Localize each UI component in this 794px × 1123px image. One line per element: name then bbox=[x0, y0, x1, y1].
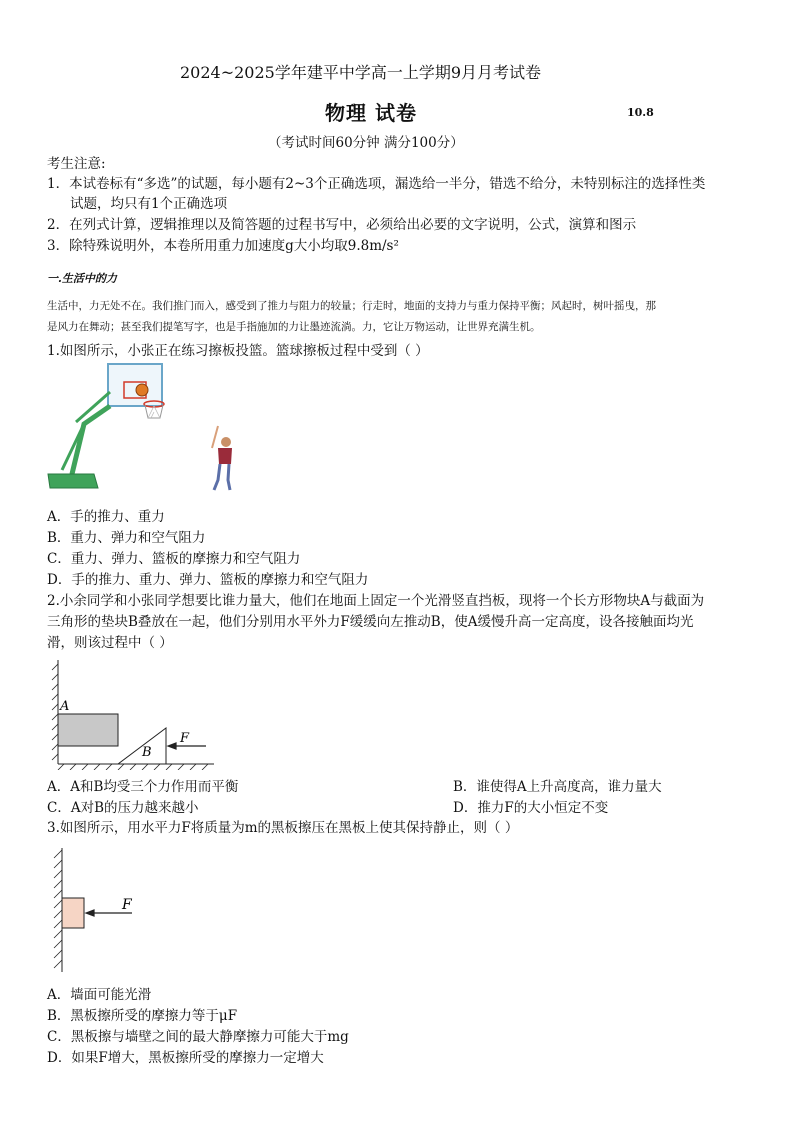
backboard-icon bbox=[108, 364, 162, 406]
label-f: F bbox=[122, 897, 132, 913]
notice-item-3: 3．除特殊说明外，本卷所用重力加速度g大小均取9.8m/s² bbox=[47, 238, 399, 254]
question-1-stem: 1.如图所示，小张正在练习擦板投篮。篮球擦板过程中受到（ ） bbox=[47, 343, 429, 359]
question-3-stem: 3.如图所示，用水平力F将质量为m的黑板擦压在黑板上使其保持静止，则（ ） bbox=[47, 820, 519, 836]
question-2-stem-line-2: 三角形的垫块B叠放在一起，他们分别用水平外力F缓缓向左推动B，使A缓慢升高一定高度，设各接触面均光 bbox=[47, 614, 694, 630]
exam-title: 2024~2025学年建平中学高一上学期9月月考试卷 bbox=[180, 63, 542, 82]
notice-item-2: 2．在列式计算，逻辑推理以及简答题的过程书写中，必须给出必要的文字说明，公式，演算和图示 bbox=[47, 217, 637, 233]
section-intro-line-1: 生活中，力无处不在。我们推门而入，感受到了推力与阻力的较量；行走时，地面的支持力与重力保持平衡；风起时，树叶摇曳，那 bbox=[47, 300, 656, 312]
question-1-option-d: D．手的推力、重力、弹力、篮板的摩擦力和空气阻力 bbox=[47, 572, 369, 588]
label-f: F bbox=[180, 731, 190, 746]
exam-date: 10.8 bbox=[627, 106, 654, 119]
section-title: 一.生活中的力 bbox=[47, 272, 117, 285]
question-3-option-b: B．黑板擦所受的摩擦力等于μF bbox=[47, 1008, 238, 1024]
question-3-figure bbox=[48, 846, 158, 976]
wall-hatch-icon bbox=[54, 848, 62, 972]
notice-item-1-cont: 试题，均只有1个正确选项 bbox=[70, 196, 228, 212]
basketball-figure bbox=[46, 362, 246, 504]
subject-title: 物理 试卷 bbox=[325, 101, 417, 125]
label-a: A bbox=[60, 699, 70, 714]
notice-heading: 考生注意: bbox=[47, 156, 106, 172]
question-1-option-c: C．重力、弹力、篮板的摩擦力和空气阻力 bbox=[47, 551, 301, 567]
question-2-option-c: C．A对B的压力越来越小 bbox=[47, 800, 199, 816]
question-1-option-a: A．手的推力、重力 bbox=[47, 509, 165, 525]
question-2-option-d: D．推力F的大小恒定不变 bbox=[453, 800, 609, 816]
question-2-option-a: A．A和B均受三个力作用而平衡 bbox=[47, 779, 239, 795]
hoop-stand-icon bbox=[48, 392, 110, 488]
block-a bbox=[58, 714, 118, 746]
exam-info: （考试时间60分钟 满分100分） bbox=[268, 135, 464, 151]
question-3-option-a: A．墙面可能光滑 bbox=[47, 987, 152, 1003]
question-2-option-b: B．谁使得A上升高度高，谁力量大 bbox=[453, 779, 662, 795]
question-2-stem-line-3: 滑，则该过程中（ ） bbox=[47, 635, 173, 651]
label-b: B bbox=[142, 745, 152, 760]
question-3-option-c: C．黑板擦与墙壁之间的最大静摩擦力可能大于mg bbox=[47, 1029, 349, 1045]
eraser-block bbox=[62, 898, 84, 928]
basketball-icon bbox=[136, 384, 148, 396]
notice-item-1: 1．本试卷标有“多选”的试题，每小题有2~3个正确选项，漏选给一半分，错选不给分，未特别标注的选择性类 bbox=[47, 176, 706, 192]
player-icon bbox=[212, 426, 232, 490]
question-2-figure bbox=[44, 656, 220, 770]
section-intro-line-2: 是风力在舞动；甚至我们提笔写字，也是手指施加的力让墨迹流淌。力，它让万物运动，让世界充满生机。 bbox=[47, 321, 541, 333]
question-3-option-d: D．如果F增大，黑板擦所受的摩擦力一定增大 bbox=[47, 1050, 324, 1066]
question-1-option-b: B．重力、弹力和空气阻力 bbox=[47, 530, 206, 546]
question-2-stem-line-1: 2.小余同学和小张同学想要比谁力量大，他们在地面上固定一个光滑竖直挡板，现将一个长方形物块A与截面为 bbox=[47, 593, 705, 609]
